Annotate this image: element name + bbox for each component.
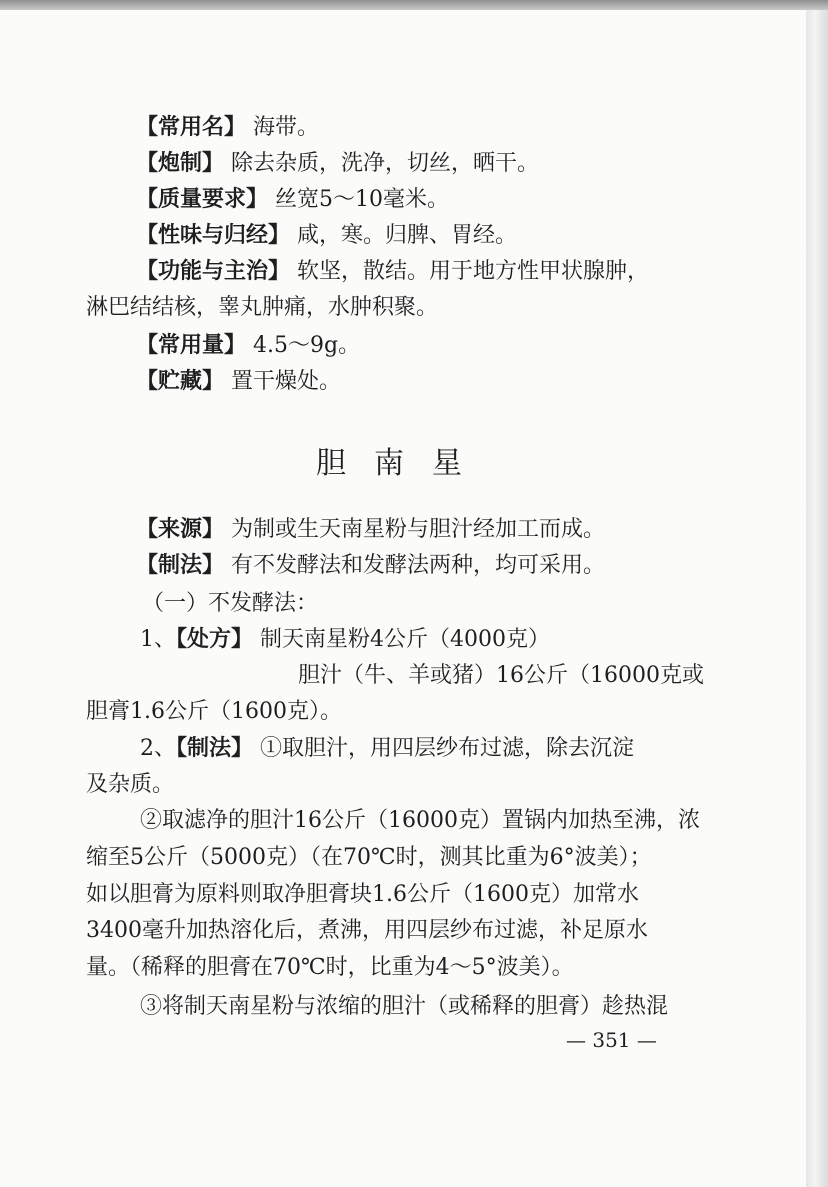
entry-text: 丝宽5～10毫米。 (268, 187, 450, 212)
entry-label: 【制法】 (136, 553, 225, 578)
entry-text: 海带。 (246, 115, 320, 140)
entry-text: 软坚，散结。用于地方性甲状腺肿， (290, 259, 650, 284)
entry-label: 【贮藏】 (136, 369, 225, 394)
entry-text: 为制或生天南星粉与胆汁经加工而成。 (224, 517, 606, 542)
step2-line-1: ②取滤净的胆汁16公斤（16000克）置锅内加热至沸，浓 (140, 808, 700, 833)
entry-storage (136, 367, 341, 397)
prescription-line-2: 胆汁（牛、羊或猪）16公斤（16000克或 (298, 663, 704, 688)
page-edge (806, 10, 828, 1187)
entry-label: 【性味与归经】 (136, 223, 291, 248)
procedure-line (140, 734, 634, 764)
entry-common-name (136, 113, 319, 143)
prescription-line (140, 625, 550, 655)
entry-text: 制天南星粉4公斤（4000克） (253, 627, 550, 652)
entry-quality (136, 185, 449, 215)
entry-function (136, 257, 649, 287)
entry-text: ①取胆汁，用四层纱布过滤，除去沉淀 (253, 736, 635, 761)
entry-text: 除去杂质，洗净，切丝，晒干。 (224, 151, 540, 176)
step2-line-3: 如以胆膏为原料则取净胆膏块1.6公斤（1600克）加常水 (86, 882, 639, 907)
entry-dosage (136, 331, 360, 361)
entry-label: 【炮制】 (136, 151, 225, 176)
step2-line-5: 量。（稀释的胆膏在70℃时，比重为4～5°波美）。 (86, 955, 574, 980)
entry-label: 【常用名】 (136, 115, 247, 140)
prescription-line-3: 胆膏1.6公斤（1600克）。 (86, 699, 342, 724)
procedure-line-cont: 及杂质。 (86, 772, 175, 797)
item-number: 1、 (140, 627, 176, 652)
entry-processing (136, 149, 539, 179)
subheading-non-fermented: （一）不发酵法： (142, 591, 319, 616)
entry-nature (136, 221, 517, 251)
entry-label: 【来源】 (136, 517, 225, 542)
entry-method (136, 551, 605, 581)
step2-line-2: 缩至5公斤（5000克）（在70℃时，测其比重为6°波美）； (86, 845, 652, 870)
scan-border (0, 0, 828, 10)
entry-function-continued: 淋巴结结核，睾丸肿痛，水肿积聚。 (86, 295, 439, 320)
entry-text: 咸，寒。归脾、胃经。 (290, 223, 518, 248)
entry-label: 【常用量】 (136, 333, 247, 358)
step2-line-4: 3400毫升加热溶化后，煮沸，用四层纱布过滤，补足原水 (86, 918, 648, 943)
page-number: — 351 — (566, 1028, 657, 1052)
entry-label: 【制法】 (176, 736, 254, 761)
step3-line-1: ③将制天南星粉与浓缩的胆汁（或稀释的胆膏）趁热混 (140, 994, 669, 1019)
entry-text: 4.5～9g。 (246, 333, 361, 358)
entry-text: 有不发酵法和发酵法两种，均可采用。 (224, 553, 606, 578)
entry-label: 【处方】 (176, 627, 254, 652)
item-number: 2、 (140, 736, 176, 761)
entry-label: 【质量要求】 (136, 187, 269, 212)
section-title: 胆南星 (316, 446, 490, 481)
entry-source (136, 515, 605, 545)
entry-text: 置干燥处。 (224, 369, 342, 394)
entry-label: 【功能与主治】 (136, 259, 291, 284)
